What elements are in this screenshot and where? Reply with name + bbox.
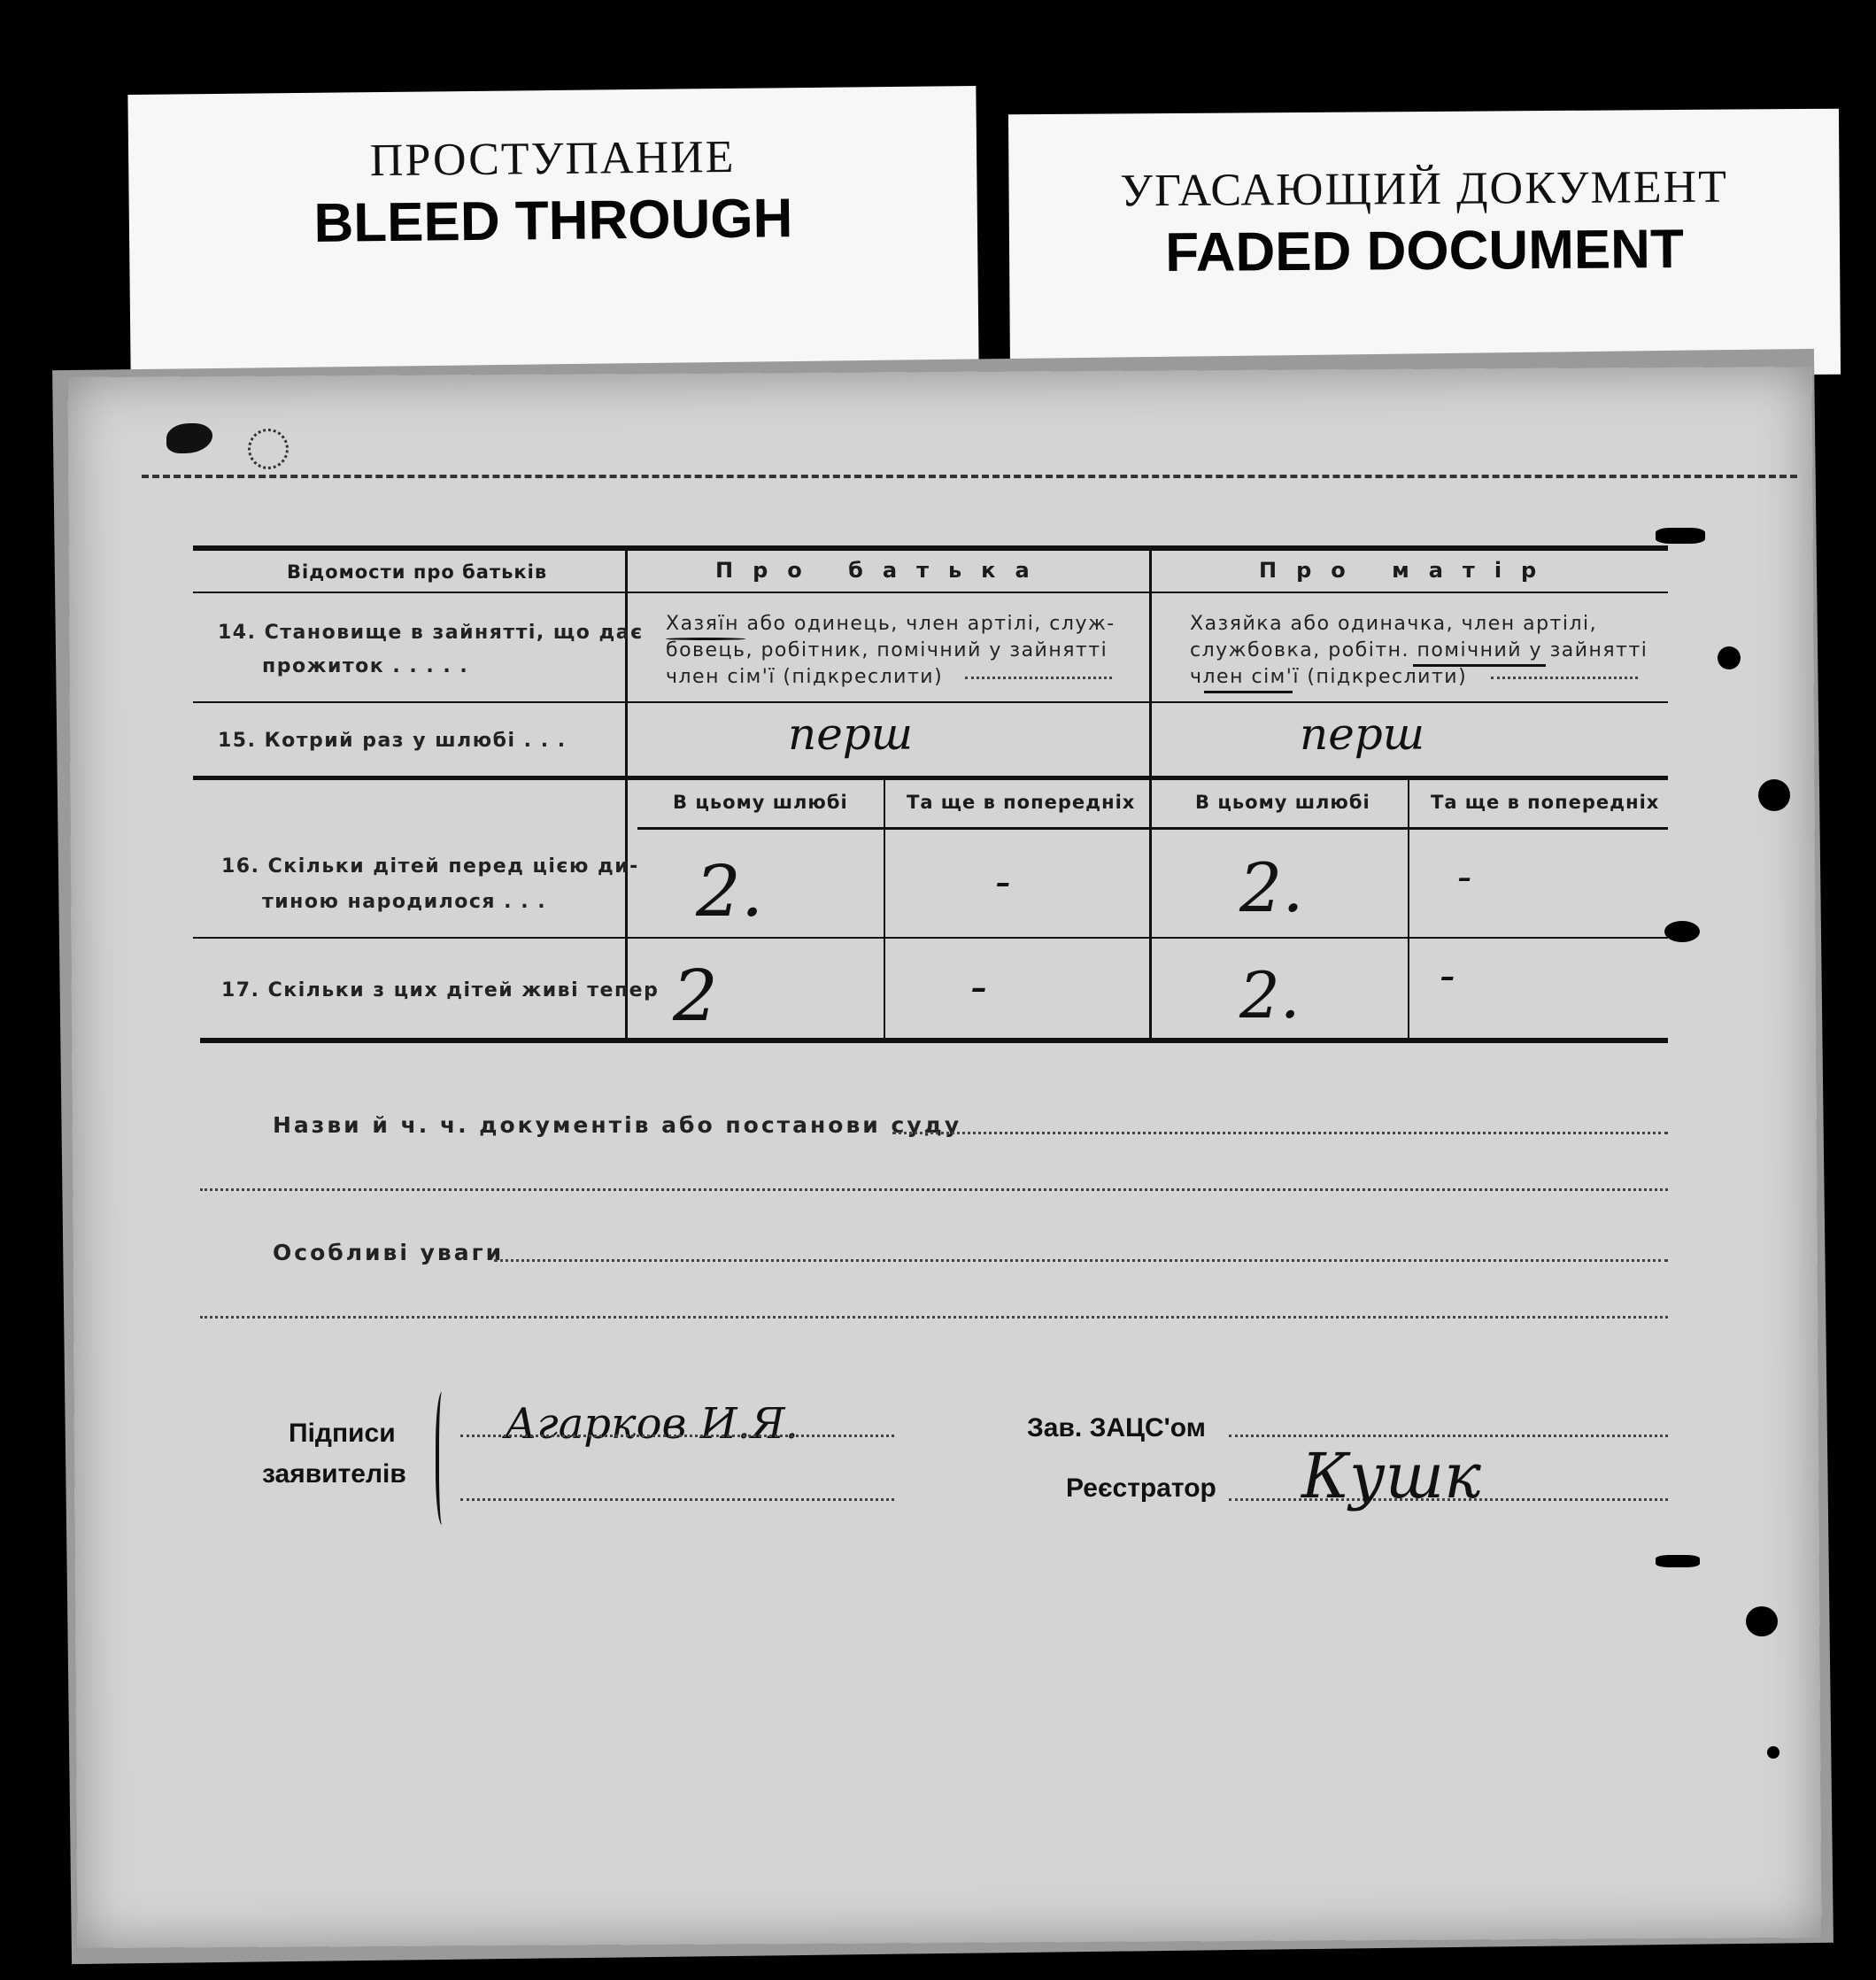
row14-mother-line2: службовка, робітн. помічний у зайнятті bbox=[1190, 639, 1648, 661]
row15-rule bbox=[193, 776, 1668, 780]
faded-document-ru: УГАСАЮЩИЙ ДОКУМЕНТ bbox=[1120, 161, 1729, 217]
row17-father-prev: - bbox=[970, 958, 987, 1016]
ink-blot bbox=[248, 429, 289, 469]
row16-father-prev: - bbox=[995, 855, 1011, 909]
bleed-through-card bbox=[127, 86, 978, 376]
row16-label-line1: 16. Скільки дітей перед цією ди- bbox=[221, 855, 639, 878]
faded-document-en: FADED DOCUMENT bbox=[1165, 218, 1685, 284]
bleed-through-en: BLEED THROUGH bbox=[313, 188, 793, 254]
subheader-rule bbox=[637, 827, 1668, 830]
perforation-line bbox=[142, 475, 1797, 478]
head-dots bbox=[1229, 1435, 1668, 1437]
col-divider-m bbox=[1408, 779, 1409, 1040]
head-zags-label: Зав. ЗАЦС'ом bbox=[1027, 1413, 1206, 1442]
binding-hole bbox=[1767, 1746, 1779, 1759]
row17-father-this: 2 bbox=[673, 955, 718, 1037]
row14-father-dots bbox=[965, 677, 1112, 679]
document-sheet bbox=[68, 367, 1822, 1948]
table-header-rule bbox=[193, 592, 1668, 593]
row14-mother-line1: Хазяйка або одиначка, член артілі, bbox=[1190, 613, 1598, 635]
col-divider-f bbox=[884, 779, 885, 1040]
row17-mother-prev: - bbox=[1440, 949, 1455, 1002]
row14-father-line2: бовець, робітник, помічний у зайнятті bbox=[666, 639, 1108, 661]
row16-mother-this: 2. bbox=[1239, 848, 1304, 927]
row16-rule bbox=[193, 937, 1668, 939]
header-mother: Про матір bbox=[1259, 558, 1556, 583]
applicants-label-line1: Підписи bbox=[289, 1419, 396, 1448]
row14-father-line1: Хазяїн або одинець, член артілі, служ- bbox=[666, 613, 1116, 635]
documents-dots-2 bbox=[200, 1188, 1668, 1191]
subheader-f-this: В цьому шлюбі bbox=[673, 792, 848, 813]
row17-label: 17. Скільки з цих дітей живі тепер bbox=[221, 979, 660, 1002]
row16-label-line2: тиною народилося . . . bbox=[262, 891, 547, 913]
row14-mother-line3: член сім'ї (підкреслити) bbox=[1190, 666, 1468, 688]
row17-mother-this: 2. bbox=[1239, 958, 1301, 1033]
header-father: Про батька bbox=[715, 558, 1049, 583]
row16-mother-prev: - bbox=[1457, 852, 1472, 901]
applicants-brace bbox=[436, 1392, 452, 1525]
bleed-through-ru: ПРОСТУПАНИЕ bbox=[369, 131, 736, 187]
row14-rule bbox=[193, 701, 1668, 703]
registrar-signature: Кушк bbox=[1301, 1440, 1481, 1512]
documents-label: Назви й ч. ч. документів або постанови суду bbox=[273, 1112, 962, 1138]
subheader-m-this: В цьому шлюбі bbox=[1195, 792, 1370, 813]
row15-mother-value: перш bbox=[1300, 708, 1425, 760]
applicant-signature: Агарков И.Я. bbox=[505, 1399, 799, 1449]
col-divider-mid bbox=[1149, 551, 1152, 1040]
row16-father-this: 2. bbox=[696, 850, 764, 932]
registrar-label: Реєстратор bbox=[1066, 1473, 1216, 1503]
remarks-dots-2 bbox=[200, 1316, 1668, 1319]
row14-mother-dots bbox=[1491, 677, 1638, 679]
binding-hole bbox=[1758, 779, 1790, 811]
row15-label: 15. Котрий раз у шлюбі . . . bbox=[218, 730, 567, 752]
binding-hole bbox=[1746, 1606, 1778, 1636]
subheader-m-prev: Та ще в попередніх bbox=[1431, 792, 1660, 813]
header-parents-info: Відомости про батьків bbox=[287, 561, 548, 583]
table-bottom-rule bbox=[200, 1038, 1668, 1043]
underline-pomichnyi bbox=[1413, 664, 1546, 667]
row15-father-value: перш bbox=[788, 708, 914, 760]
underline-khaziain bbox=[666, 638, 745, 640]
subheader-f-prev: Та ще в попередніх bbox=[907, 792, 1136, 813]
applicant-dots-2 bbox=[460, 1498, 894, 1501]
remarks-dots-1 bbox=[494, 1259, 1668, 1262]
ink-mark bbox=[1656, 1555, 1700, 1567]
binding-hole bbox=[1664, 921, 1700, 942]
ink-mark bbox=[1656, 528, 1705, 544]
underline-chlen-simi bbox=[1204, 691, 1293, 693]
row14-label-line2: прожиток . . . . . bbox=[262, 655, 469, 677]
table-top-rule bbox=[193, 545, 1668, 551]
applicants-label-line2: заявителів bbox=[262, 1459, 406, 1489]
binding-hole bbox=[1718, 646, 1741, 669]
row14-label-line1: 14. Становище в зайнятті, що дає bbox=[218, 622, 644, 644]
faded-document-card bbox=[1008, 109, 1841, 381]
documents-dots-1 bbox=[892, 1132, 1668, 1134]
applicant-dots-1 bbox=[460, 1435, 894, 1437]
remarks-label: Особливі уваги bbox=[273, 1240, 505, 1265]
row14-father-line3: член сім'ї (підкреслити) bbox=[666, 666, 944, 688]
